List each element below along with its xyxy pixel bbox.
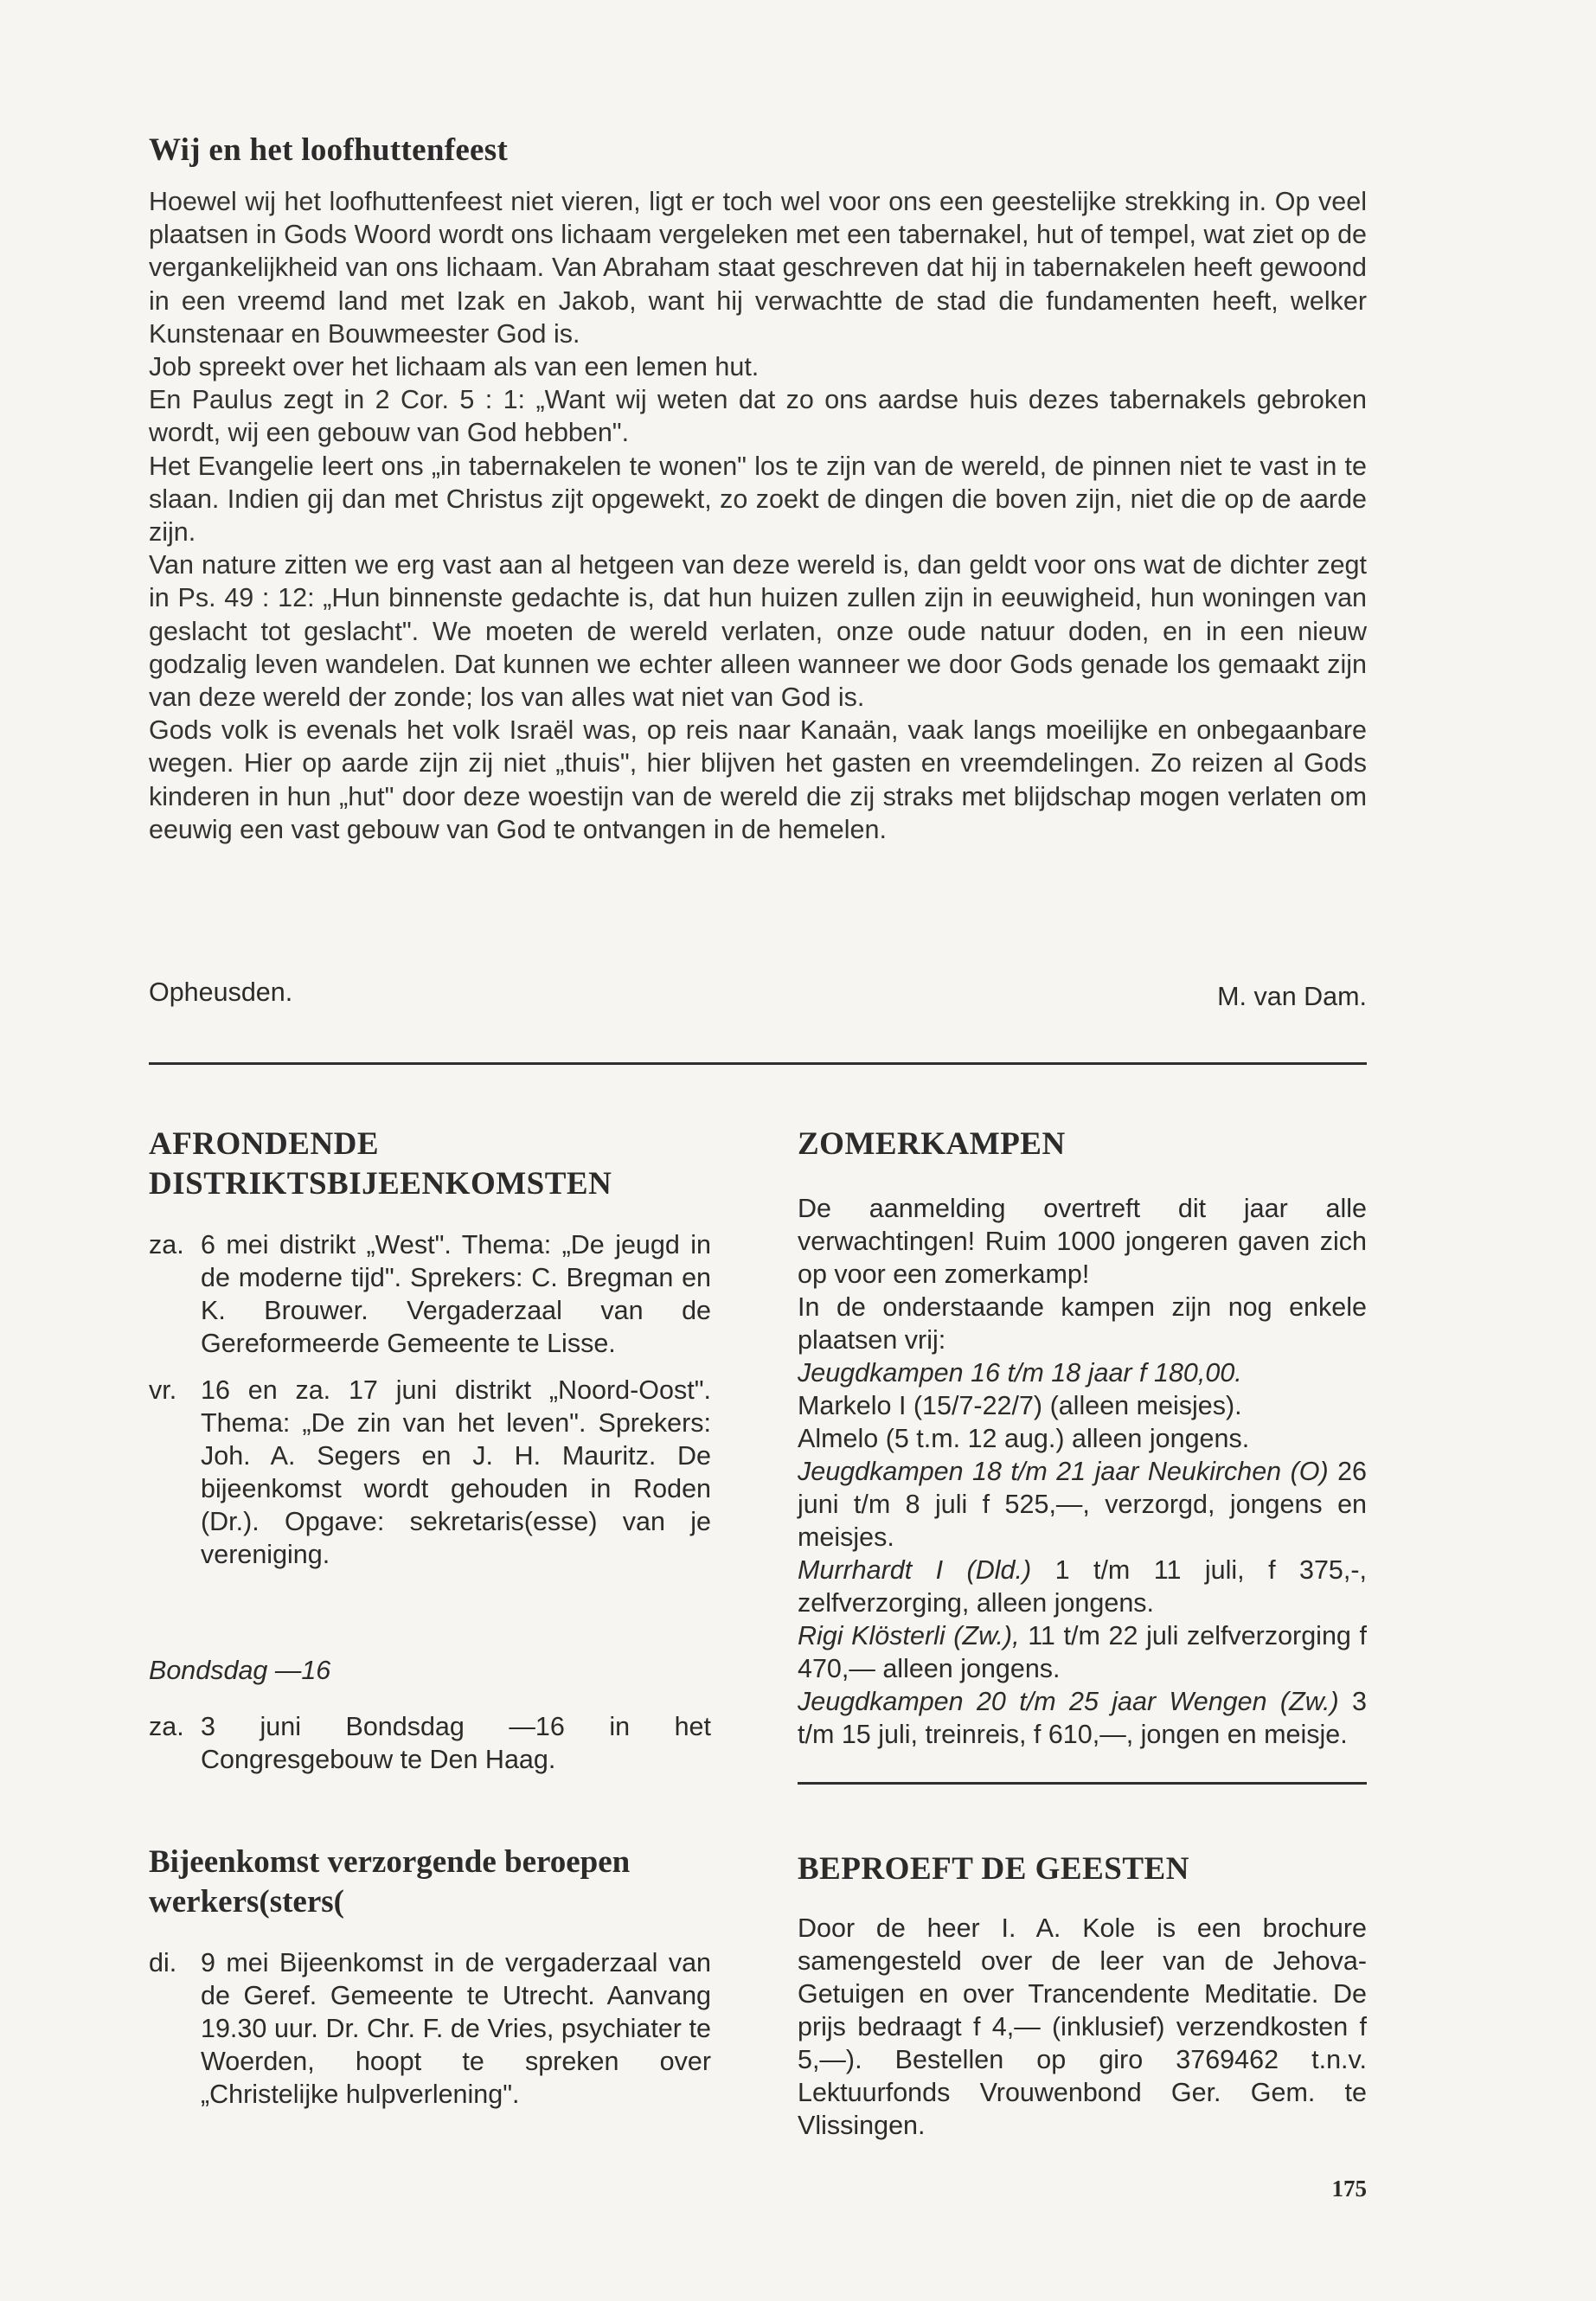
camp-item-detail: 26 juni t/m 8 juli f 525,—, verzorgd, jongens en meisjes.	[798, 1457, 1367, 1552]
camp-item-detail: Markelo I (15/7-22/7) (alleen meisjes).	[798, 1391, 1242, 1420]
bondsdag-list	[149, 1710, 711, 1790]
article-title: Wij en het loofhuttenfeest	[149, 132, 509, 168]
geesten-body	[798, 1912, 1367, 2142]
camp-item	[798, 1685, 1367, 1751]
entry-day: za.	[149, 1712, 184, 1741]
article-paragraph: En Paulus zegt in 2 Cor. 5 : 1: „Want wij weten dat zo ons aardse huis dezes tabernakels gebroken wordt, wij een gebouw van God hebben".	[149, 385, 1367, 448]
geesten-text: Door de heer I. A. Kole is een brochure samengesteld over de leer van de Jehova-Getuigen en over Trancendente Meditatie. De prijs bedraagt f 4,— (inklusief) verzendkosten f 5,—). Bestellen op giro 3769462 t.n.v. Lektuurfonds Vrouwenbond Ger. Gem. te Vlissingen.	[798, 1913, 1367, 2140]
entry-text: 9 mei Bijeenkomst in de vergaderzaal van de Geref. Gemeente te Utrecht. Aanvang 19.30 uur. Dr. Chr. F. de Vries, psychiater te Woerden, hoopt te spreken over „Christelijke hulpverlening".	[201, 1948, 711, 2109]
entry-day: vr.	[149, 1375, 177, 1405]
entry-text: 6 mei distrikt „West". Thema: „De jeugd in de moderne tijd". Sprekers: C. Bregman en K. Brouwer. Vergaderzaal van de Gereformeerde Gemeente te Lisse.	[201, 1230, 711, 1358]
article-paragraph: Gods volk is evenals het volk Israël was, op reis naar Kanaän, vaak langs moeilijke en onbegaanbare wegen. Hier op aarde zijn zij niet „thuis", hier blijven het gasten en vreemdelingen. Zo reizen al Gods kinderen in hun „hut" door deze woestijn van de wereld die zij straks met blijdschap mogen verlaten om eeuwig een vast gebouw van God te ontvangen in de hemelen.	[149, 715, 1367, 844]
section-divider	[149, 1062, 1367, 1065]
entry-text: 3 juni Bondsdag —16 in het Congresgebouw te Den Haag.	[201, 1712, 711, 1774]
district-entry	[149, 1374, 711, 1571]
camp-item-detail: 1 t/m 11 juli, f 375,-, zelfverzorging, alleen jongens.	[798, 1555, 1367, 1618]
camp-item-name: Jeugdkampen 20 t/m 25 jaar Wengen (Zw.)	[798, 1687, 1339, 1716]
workers-entry	[149, 1946, 711, 2111]
camp-item	[798, 1455, 1367, 1554]
entry-day: za.	[149, 1230, 184, 1259]
districts-heading	[149, 1125, 720, 1204]
camp-item-detail: 11 t/m 22 juli zelfverzorging f 470,— alleen jongens.	[798, 1621, 1367, 1683]
camp-item	[798, 1619, 1367, 1685]
camp-item-name: Jeugdkampen 16 t/m 18 jaar f 180,00.	[798, 1358, 1242, 1388]
districts-list	[149, 1228, 711, 1585]
camp-item-detail: Almelo (5 t.m. 12 aug.) alleen jongens.	[798, 1424, 1250, 1453]
camp-item-detail: 3 t/m 15 juli, treinreis, f 610,—, jongen en meisje.	[798, 1687, 1367, 1749]
camp-item	[798, 1422, 1367, 1455]
camp-item-name: Murrhardt I (Dld.)	[798, 1555, 1032, 1585]
camp-item	[798, 1554, 1367, 1619]
article-paragraph: Job spreekt over het lichaam als van een lemen hut.	[149, 352, 760, 382]
workers-heading-line1: Bijeenkomst verzorgende beroepen	[149, 1844, 631, 1880]
workers-list	[149, 1946, 711, 2125]
camp-item-name: Rigi Klösterli (Zw.),	[798, 1621, 1020, 1650]
zomerkampen-heading: ZOMERKAMPEN	[798, 1126, 1066, 1162]
workers-heading	[149, 1843, 737, 1922]
districts-heading-line1: AFRONDENDE	[149, 1126, 380, 1162]
page-number: 175	[1331, 2176, 1367, 2202]
article-author: M. van Dam.	[1217, 982, 1367, 1011]
zomerkampen-intro2: In de onderstaande kampen zijn nog enkele plaatsen vrij:	[798, 1292, 1367, 1355]
zomerkampen-intro: De aanmelding overtreft dit jaar alle verwachtingen! Ruim 1000 jongeren gaven zich op voor een zomerkamp!	[798, 1194, 1367, 1289]
bondsdag-entry	[149, 1710, 711, 1776]
article-paragraph: Hoewel wij het loofhuttenfeest niet vieren, ligt er toch wel voor ons een geestelijke strekking in. Op veel plaatsen in Gods Woord wordt ons lichaam vergeleken met een tabernakel, hut of tempel, wat ziet op de vergankelijkheid van ons lichaam. Van Abraham staat geschreven dat hij in tabernakelen heeft gewoond in een vreemd land met Izak en Jakob, want hij verwachtte de stad die fundamenten heeft, welker Kunstenaar en Bouwmeester God is.	[149, 187, 1367, 349]
district-entry	[149, 1228, 711, 1360]
entry-text: 16 en za. 17 juni distrikt „Noord-Oost". Thema: „De zin van het leven". Sprekers: Joh. A. Segers en J. H. Mauritz. De bijeenkomst wordt gehouden in Roden (Dr.). Opgave: sekretaris(esse) van je vereniging.	[201, 1375, 711, 1569]
camp-item	[798, 1389, 1367, 1422]
entry-day: di.	[149, 1948, 177, 1977]
section-divider	[798, 1782, 1367, 1785]
article-body	[149, 185, 1367, 846]
camp-item-name: Jeugdkampen 18 t/m 21 jaar Neukirchen (O)	[798, 1457, 1329, 1486]
article-place: Opheusden.	[149, 977, 293, 1007]
geesten-heading: BEPROEFT DE GEESTEN	[798, 1851, 1189, 1887]
camp-item	[798, 1356, 1367, 1389]
workers-heading-line2: werkers(sters(	[149, 1884, 344, 1920]
districts-heading-line2: DISTRIKTSBIJEENKOMSTEN	[149, 1166, 612, 1202]
article-paragraph: Het Evangelie leert ons „in tabernakelen te wonen" los te zijn van de wereld, de pinnen niet te vast in te slaan. Indien gij dan met Christus zijt opgewekt, zo zoekt de dingen die boven zijn, niet die op de aarde zijn.	[149, 451, 1367, 548]
zomerkampen-body	[798, 1192, 1367, 1751]
bondsdag-subheading: Bondsdag —16	[149, 1656, 331, 1685]
article-paragraph: Van nature zitten we erg vast aan al hetgeen van deze wereld is, dan geldt voor ons wat de dichter zegt in Ps. 49 : 12: „Hun binnenste gedachte is, dat hun huizen zullen zijn in eeuwigheid, hun woningen van geslacht tot geslacht". We moeten de wereld verlaten, onze oude natuur doden, en in een nieuw godzalig leven wandelen. Dat kunnen we echter alleen wanneer we door Gods genade los gemaakt zijn van deze wereld der zonde; los van alles wat niet van God is.	[149, 550, 1367, 713]
